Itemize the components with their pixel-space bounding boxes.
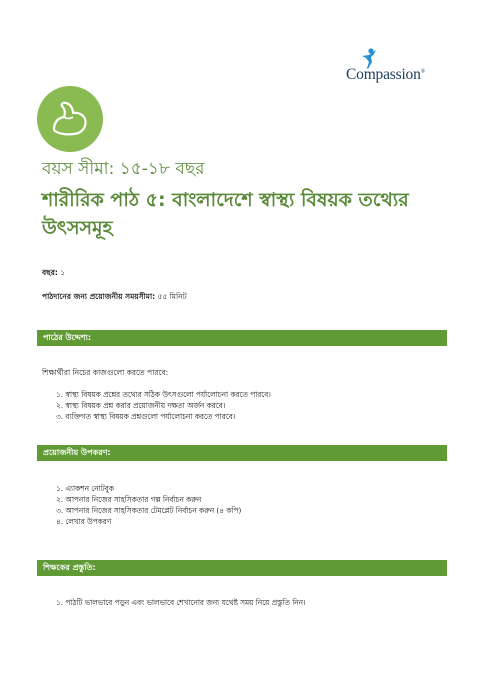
- list-item: ৪. লেখার উপকরণ: [56, 517, 112, 526]
- preparation-heading: শিক্ষকের প্রস্তুতি:: [37, 560, 447, 576]
- list-item: ২. আপনার নিজের সাহসিকতার গল্প নির্বাচন করুন: [56, 495, 202, 504]
- logo-text: Compassion®: [346, 66, 426, 83]
- page-title: শারীরিক পাঠ ৫: বাংলাদেশে স্বাস্থ্য বিষয়ক তথ্যের উৎসসমূহ: [42, 189, 409, 239]
- list-item: ৩. আপনার নিজের সাহসিকতার টেমপ্লেট নির্বাচন করুন (৪ কপি): [56, 506, 242, 515]
- objectives-heading: পাঠের উদ্দেশ্য:: [37, 330, 447, 346]
- time-value: ৫৫ মিনিট: [157, 292, 187, 301]
- list-item: ২. স্বাস্থ্য বিষয়ক প্রশ্ন করার প্রয়োজনীয় দক্ষতা অর্জন করবে।: [56, 401, 226, 410]
- year-line: [42, 268, 65, 280]
- flexed-arm-icon: [50, 100, 90, 138]
- objectives-list: [56, 389, 271, 422]
- compassion-logo: [346, 48, 446, 88]
- time-line: [42, 292, 187, 304]
- materials-list: [56, 483, 241, 527]
- list-item: ১. পাঠটি ভালভাবে পড়ুন এবং ভালভাবে শেখানোর জন্য যথেষ্ট সময় নিয়ে প্রস্তুতি নিন।: [56, 598, 306, 607]
- year-label: বছর:: [42, 268, 58, 277]
- age-range: বয়স সীমা: ১৫-১৮ বছর: [42, 159, 205, 179]
- list-item: ৩. ব্যক্তিগত স্বাস্থ্য বিষয়ক প্রশ্নগুলো পর্যালোচনা করতে পারবে।: [56, 412, 236, 421]
- physical-badge: [37, 86, 103, 152]
- list-item: ১. এ্যাকশন নোটবুক: [56, 484, 114, 493]
- objectives-intro: শিক্ষার্থীরা নিচের কাজগুলো করতে পারবে:: [42, 368, 169, 377]
- preparation-list: [56, 597, 306, 608]
- time-label: পাঠদানের জন্য প্রয়োজনীয় সময়সীমা:: [42, 292, 156, 301]
- list-item: ১. স্বাস্থ্য বিষয়ক প্রশ্নের তথ্যের সঠিক উৎসগুলো পর্যালোচনা করতে পারবে।: [56, 390, 271, 399]
- materials-heading: প্রয়োজনীয় উপকরণ:: [37, 445, 447, 461]
- year-value: ১: [60, 268, 66, 277]
